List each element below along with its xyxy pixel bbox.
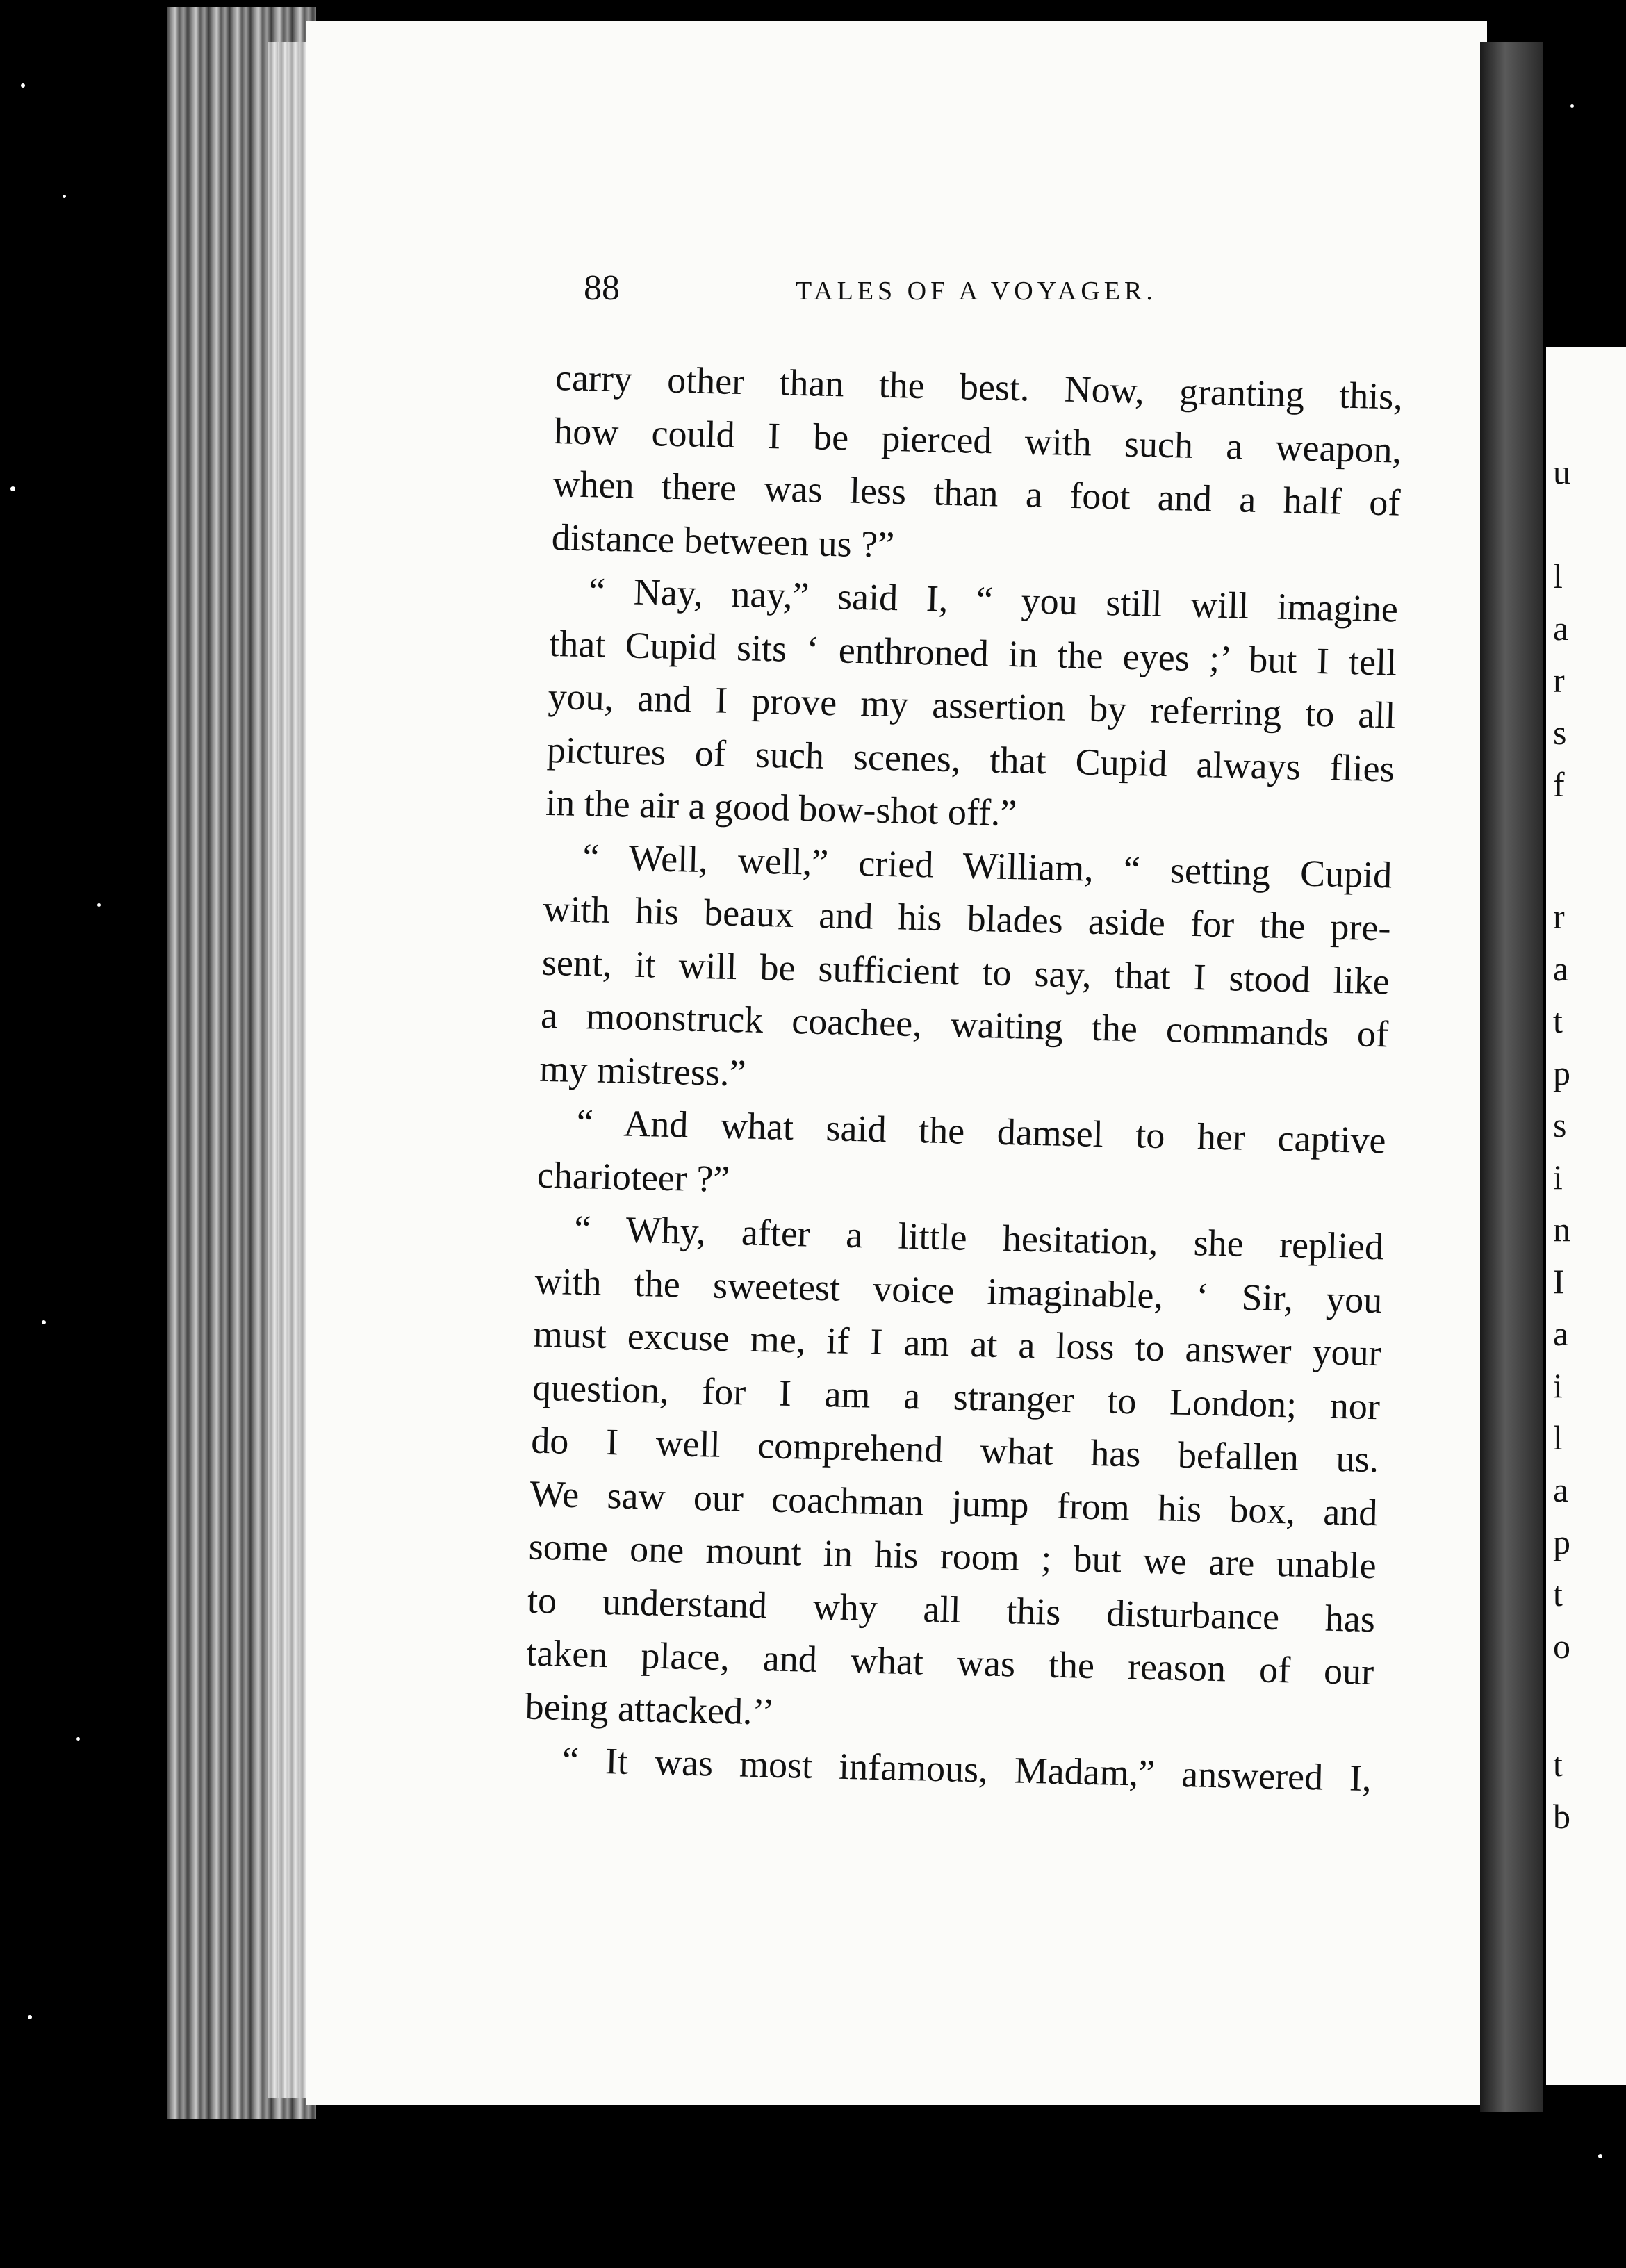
facing-text-fragment: i bbox=[1553, 1158, 1563, 1197]
page-header bbox=[584, 268, 1418, 323]
facing-text-fragment: a bbox=[1553, 609, 1569, 648]
facing-text-fragment: f bbox=[1553, 765, 1565, 804]
scan-speck bbox=[28, 2015, 32, 2019]
facing-text-fragment: p bbox=[1553, 1053, 1570, 1092]
text-line: with the sweetest voice imaginable, ‘ Sir, you bbox=[534, 1260, 1383, 1321]
page-number: 88 bbox=[584, 268, 620, 308]
text-line: you, and I prove my assertion by referring to all bbox=[548, 675, 1397, 737]
scan-speck bbox=[63, 195, 66, 198]
text-line: to understand why all this disturbance has bbox=[527, 1579, 1376, 1640]
facing-text-fragment: i bbox=[1553, 1366, 1563, 1405]
facing-text-fragment: l bbox=[1553, 1418, 1563, 1457]
facing-text-fragment: r bbox=[1553, 897, 1565, 936]
facing-text-fragment: s bbox=[1553, 713, 1567, 752]
binding-gutter bbox=[1480, 42, 1543, 2112]
facing-text-fragment: o bbox=[1553, 1627, 1570, 1666]
text-line: “ And what said the damsel to her captive bbox=[576, 1101, 1387, 1162]
facing-text-fragment: t bbox=[1553, 1001, 1563, 1040]
text-line: when there was less than a foot and a half of bbox=[552, 462, 1402, 524]
facing-text-fragment: u bbox=[1553, 452, 1570, 491]
facing-text-fragment: n bbox=[1553, 1210, 1570, 1249]
text-line: a moonstruck coachee, waiting the commands of bbox=[540, 994, 1389, 1055]
text-line: carry other than the best. Now, granting this, bbox=[555, 356, 1404, 418]
facing-text-fragment: s bbox=[1553, 1106, 1567, 1144]
text-line: “ Why, after a little hesitation, she replied bbox=[573, 1207, 1384, 1268]
scan-speck bbox=[1570, 104, 1574, 108]
text-line: being attacked.’’ bbox=[525, 1685, 775, 1733]
text-line: do I well comprehend what has befallen us. bbox=[530, 1419, 1379, 1481]
facing-text-fragment: t bbox=[1553, 1745, 1563, 1784]
running-title: TALES OF A VOYAGER. bbox=[796, 277, 1157, 306]
text-line: charioteer ?” bbox=[536, 1153, 730, 1200]
text-line: We saw our coachman jump from his box, and bbox=[529, 1472, 1379, 1534]
body-text bbox=[523, 351, 1404, 1805]
text-line: sent, it will be sufficient to say, that I stood like bbox=[541, 941, 1390, 1002]
facing-page-fragment bbox=[1546, 347, 1626, 2085]
scan-speck bbox=[10, 486, 15, 491]
text-line: question, for I am a stranger to London; nor bbox=[532, 1366, 1381, 1427]
scan-speck bbox=[21, 83, 25, 88]
scan-speck bbox=[97, 903, 101, 907]
scan-speck bbox=[1598, 2154, 1602, 2158]
scan-speck bbox=[42, 1320, 46, 1324]
text-line: “ It was most infamous, Madam,” answered I, bbox=[561, 1739, 1372, 1800]
text-line: in the air a good bow-shot off.” bbox=[545, 781, 1018, 835]
text-line: that Cupid sits ‘ enthroned in the eyes ;’ but I tell bbox=[548, 622, 1397, 684]
text-line: with his beaux and his blades aside for the pre- bbox=[543, 887, 1392, 949]
text-line: distance between us ?” bbox=[551, 516, 895, 566]
facing-text-fragment: r bbox=[1553, 661, 1565, 700]
facing-text-fragment: l bbox=[1553, 557, 1563, 595]
text-line: must excuse me, if I am at a loss to answer your bbox=[533, 1313, 1382, 1374]
text-line: some one mount in his room ; but we are unable bbox=[528, 1525, 1377, 1587]
facing-text-fragment: a bbox=[1553, 949, 1569, 988]
text-line: “ Well, well,” cried William, “ setting Cupid bbox=[582, 835, 1393, 896]
facing-text-fragment: p bbox=[1553, 1522, 1570, 1561]
facing-text-fragment: b bbox=[1553, 1797, 1570, 1836]
facing-text-fragment: a bbox=[1553, 1314, 1569, 1353]
facing-text-fragment: t bbox=[1553, 1575, 1563, 1613]
text-line: pictures of such scenes, that Cupid always flies bbox=[546, 728, 1395, 790]
text-line: “ Nay, nay,” said I, “ you still will imagine bbox=[588, 570, 1399, 630]
text-line: how could I be pierced with such a weapon, bbox=[553, 409, 1402, 471]
facing-text-fragment: I bbox=[1553, 1262, 1565, 1301]
facing-text-fragment: a bbox=[1553, 1470, 1569, 1509]
scan-speck bbox=[76, 1737, 80, 1741]
text-line: my mistress.” bbox=[539, 1047, 747, 1094]
text-line: taken place, and what was the reason of our bbox=[525, 1632, 1374, 1693]
